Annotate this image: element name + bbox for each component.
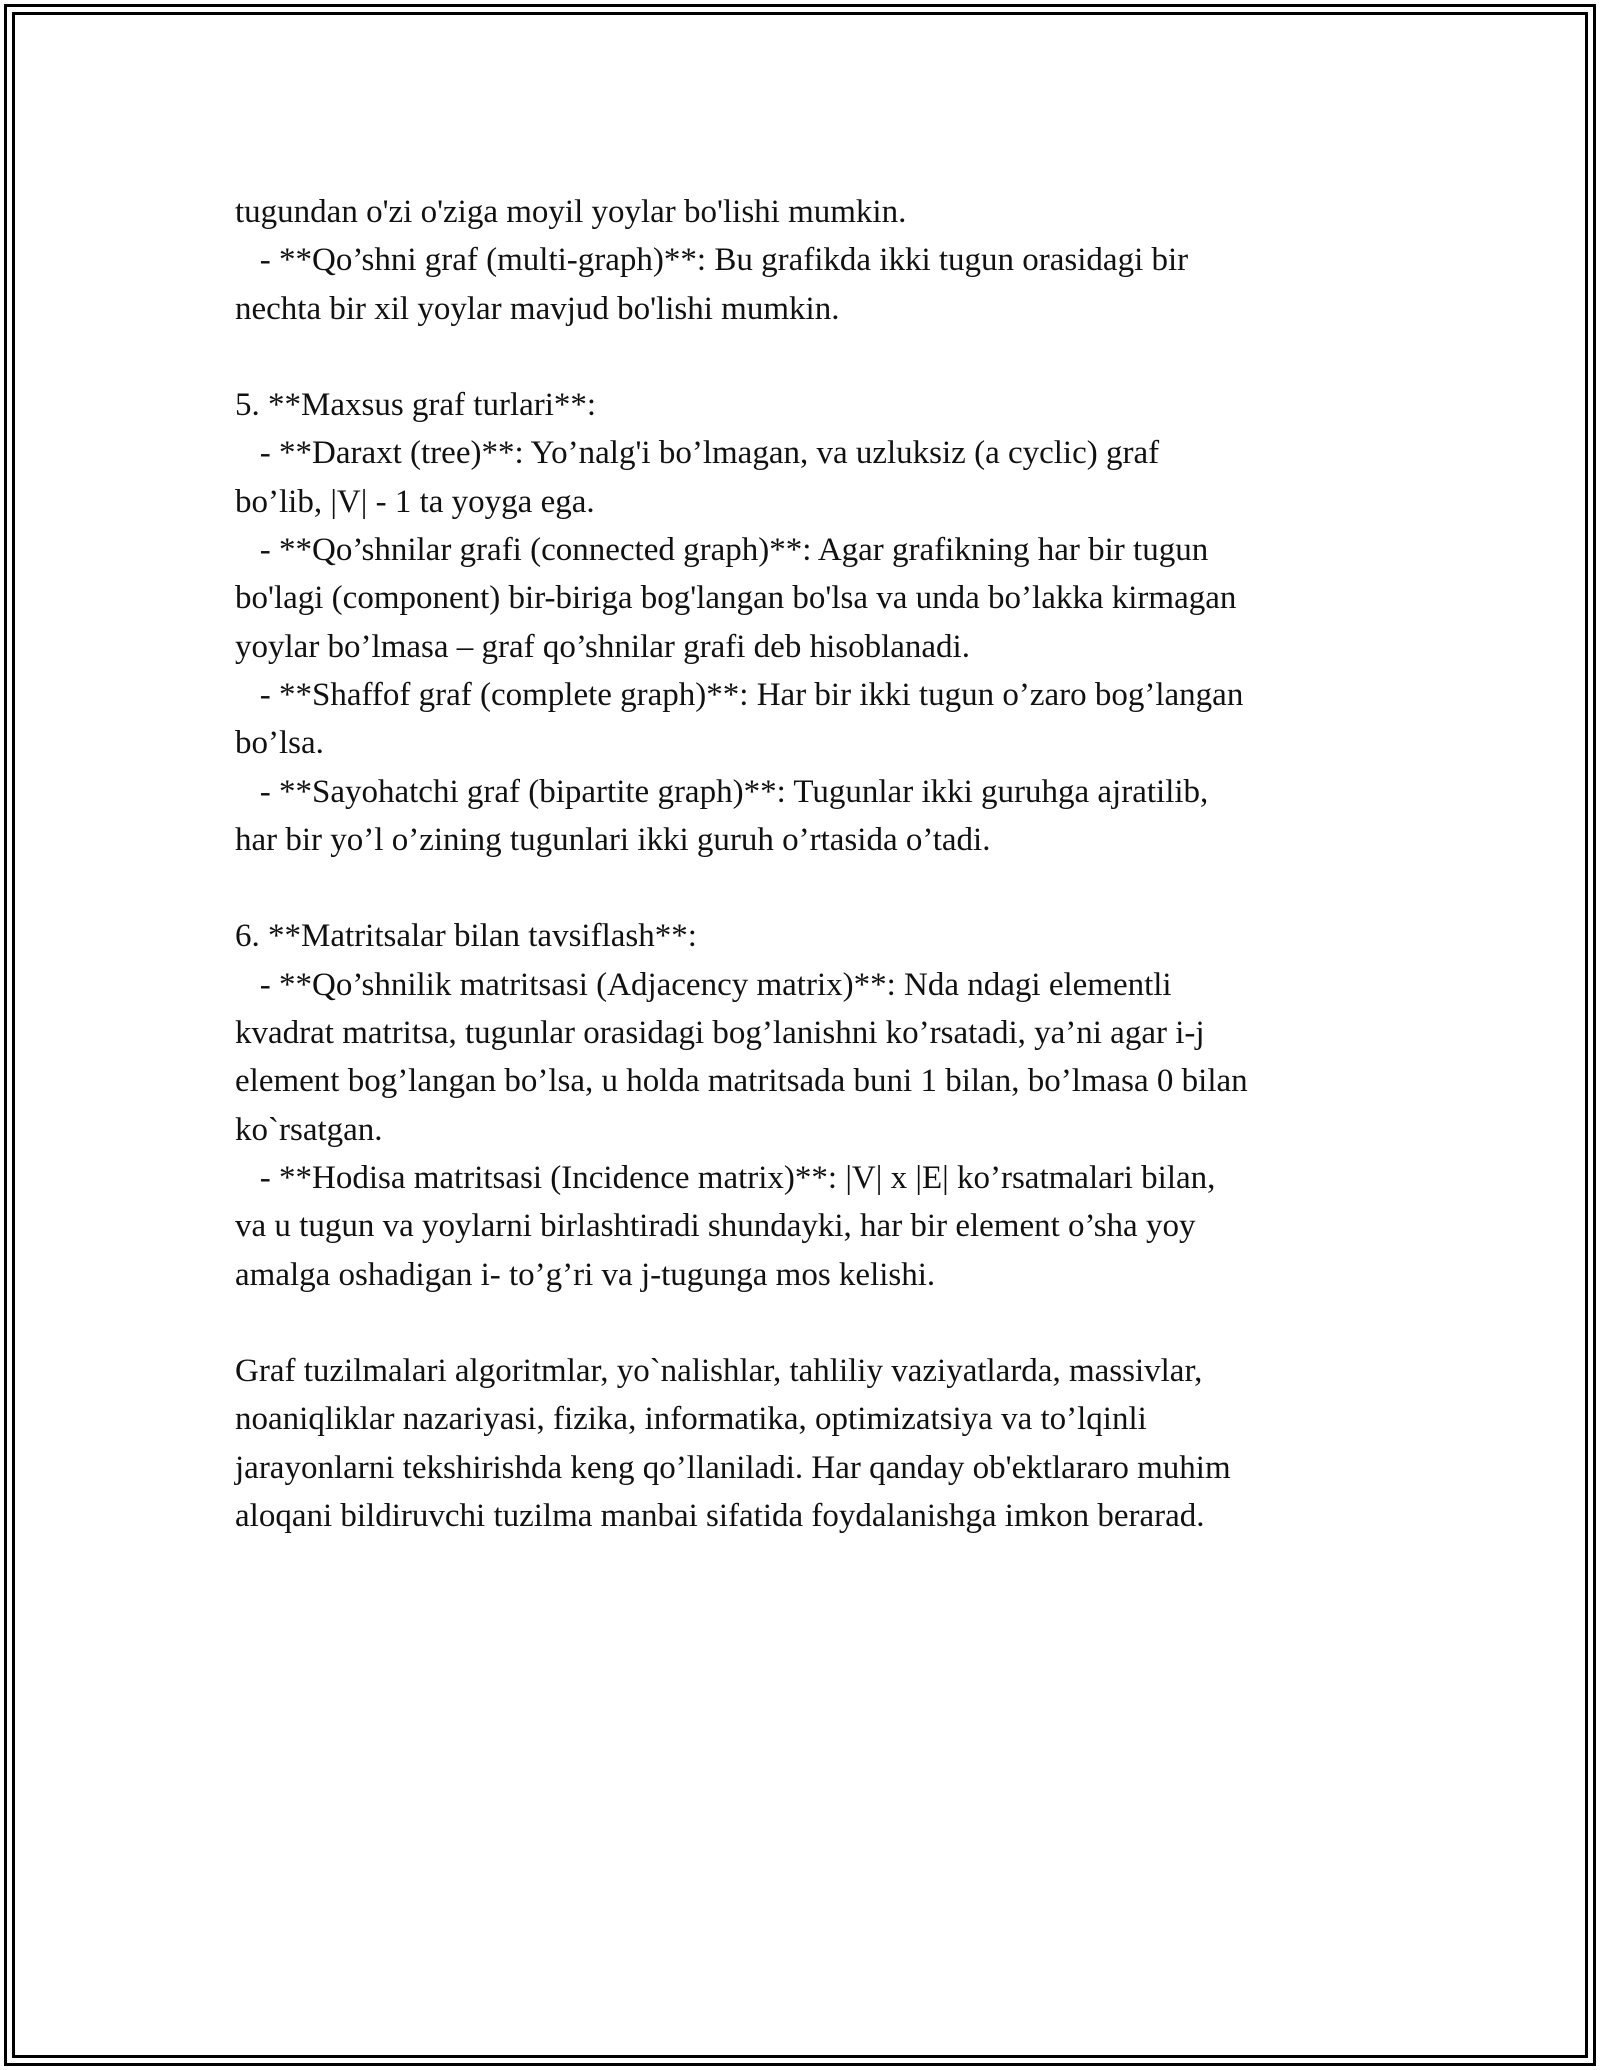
paragraph-gap	[235, 333, 1375, 381]
text-line: bo’lsa.	[235, 725, 324, 762]
text-line: - **Sayohatchi graf (bipartite graph)**: Tugunlar ikki guruhga ajratilib,	[235, 773, 1209, 810]
paragraph-gap	[235, 1299, 1375, 1347]
section-heading: 5. **Maxsus graf turlari**:	[235, 387, 597, 424]
text-line: Graf tuzilmalari algoritmlar, yo`nalishlar, tahliliy vaziyatlarda, massivlar,	[235, 1353, 1203, 1390]
text-line: nechta bir xil yoylar mavjud bo'lishi mumkin.	[235, 290, 840, 327]
document-body	[235, 188, 1375, 1540]
text-line: ko`rsatgan.	[235, 1111, 383, 1148]
text-line: noaniqliklar nazariyasi, fizika, informatika, optimizatsiya va to’lqinli	[235, 1401, 1147, 1438]
text-line: - **Hodisa matritsasi (Incidence matrix)**: |V| x |E| ko’rsatmalari bilan,	[235, 1159, 1216, 1196]
text-line: tugundan o'zi o'ziga moyil yoylar bo'lishi mumkin.	[235, 194, 907, 230]
text-line: - **Shaffof graf (complete graph)**: Har bir ikki tugun o’zaro bog’langan	[235, 676, 1244, 713]
text-line: - **Qo’shnilik matritsasi (Adjacency matrix)**: Nda ndagi elementli	[235, 966, 1172, 1003]
text-line: kvadrat matritsa, tugunlar orasidagi bog’lanishni ko’rsatadi, ya’ni agar i-j	[235, 1015, 1205, 1052]
section-heading: 6. **Matritsalar bilan tavsiflash**:	[235, 918, 697, 955]
text-line: jarayonlarni tekshirishda keng qo’llaniladi. Har qanday ob'ektlararo muhim	[235, 1449, 1231, 1486]
text-line: - **Daraxt (tree)**: Yo’nalg'i bo’lmagan, va uzluksiz (a cyclic) graf	[235, 435, 1160, 472]
text-line: element bog’langan bo’lsa, u holda matritsada buni 1 bilan, bo’lmasa 0 bilan	[235, 1063, 1248, 1100]
text-line: amalga oshadigan i- to’g’ri va j-tugunga mos kelishi.	[235, 1256, 936, 1293]
text-line: yoylar bo’lmasa – graf qo’shnilar grafi deb hisoblanadi.	[235, 628, 970, 665]
text-line: bo'lagi (component) bir-biriga bog'langan bo'lsa va unda bo’lakka kirmagan	[235, 580, 1237, 617]
text-line: va u tugun va yoylarni birlashtiradi shundayki, har bir element o’sha yoy	[235, 1208, 1196, 1245]
text-line: bo’lib, |V| - 1 ta yoyga ega.	[235, 483, 595, 520]
text-line: aloqani bildiruvchi tuzilma manbai sifatida foydalanishga imkon berarad.	[235, 1498, 1205, 1535]
text-line: har bir yo’l o’zining tugunlari ikki guruh o’rtasida o’tadi.	[235, 821, 991, 858]
text-line: - **Qo’shni graf (multi-graph)**: Bu grafikda ikki tugun orasidagi bir	[235, 242, 1189, 279]
text-line: - **Qo’shnilar grafi (connected graph)**: Agar grafikning har bir tugun	[235, 532, 1209, 569]
paragraph-gap	[235, 864, 1375, 912]
